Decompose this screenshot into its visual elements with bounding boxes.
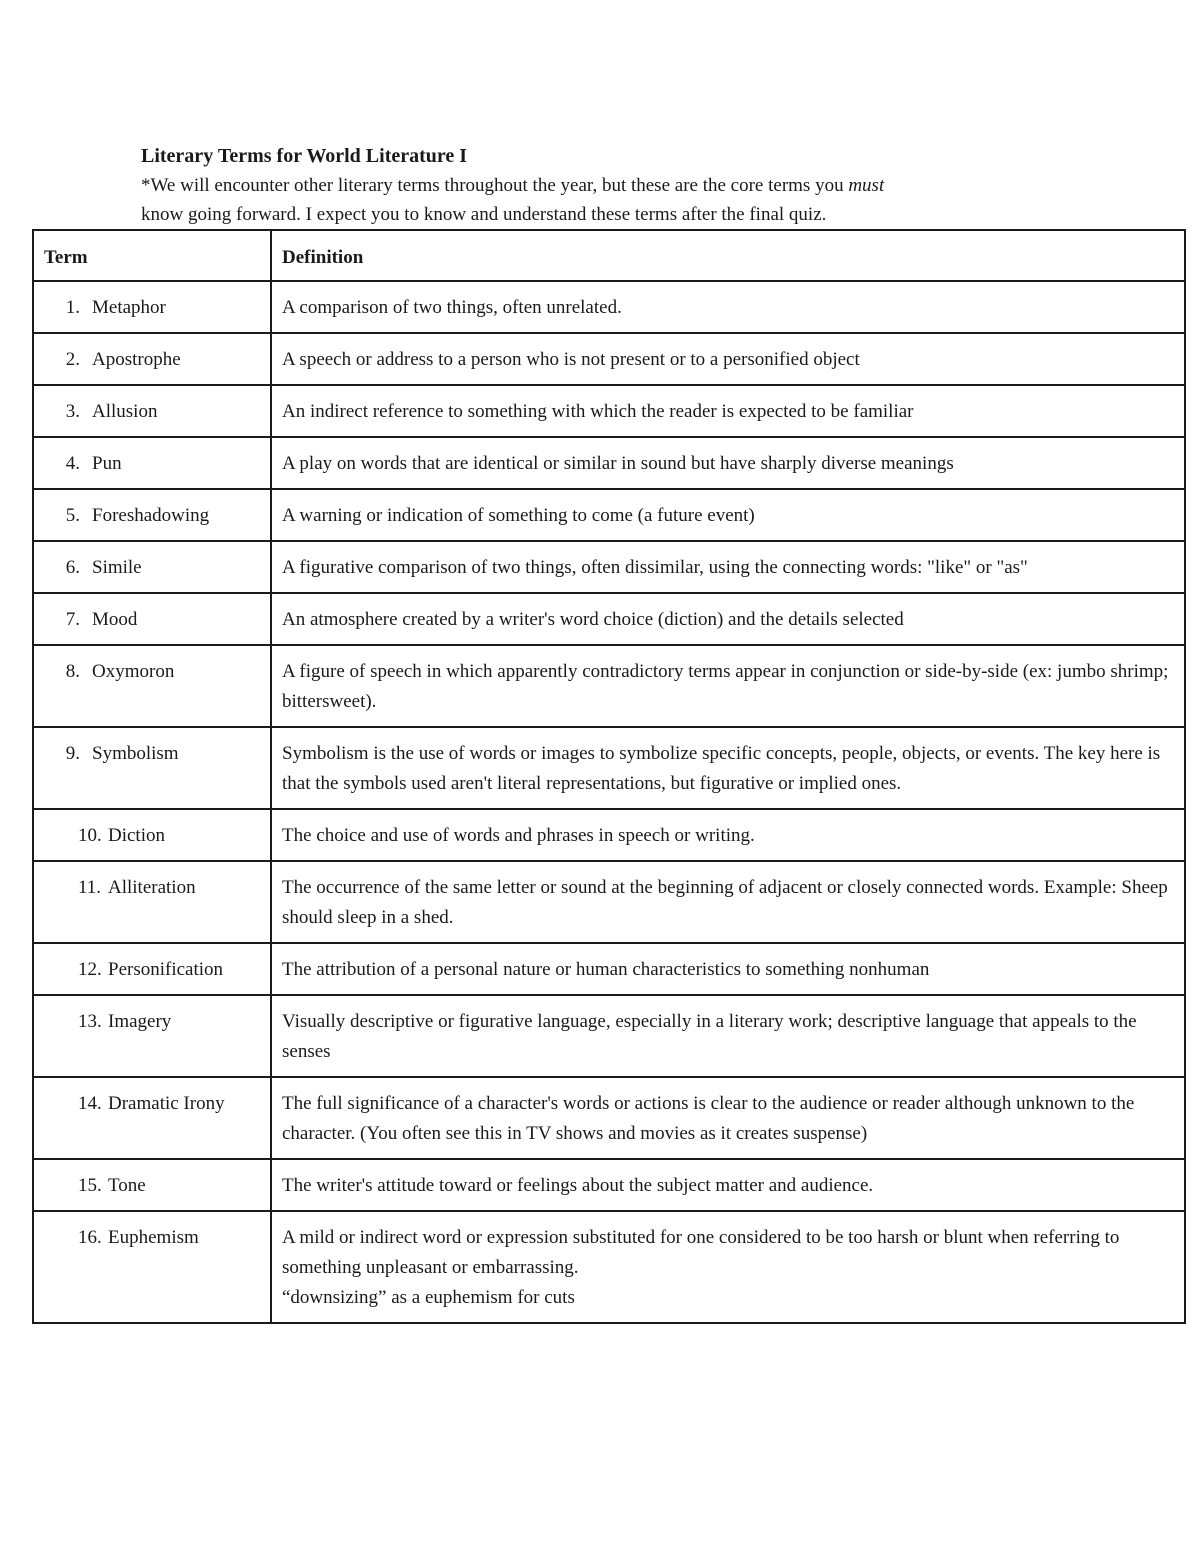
definition-text: A comparison of two things, often unrelated. <box>282 297 622 318</box>
table-row <box>33 281 1185 333</box>
term-number: 1. <box>65 297 80 318</box>
terms-table-body <box>33 281 1185 1323</box>
term-name: Metaphor <box>92 297 166 318</box>
definition-cell <box>271 1077 1185 1159</box>
definition-text: A figurative comparison of two things, often dissimilar, using the connecting words: "like" or "as" <box>282 557 1028 578</box>
term-number: 4. <box>65 453 80 474</box>
intro-text <box>141 171 1141 229</box>
definition-text: A figure of speech in which apparently contradictory terms appear in conjunction or side-by-side (ex: jumbo shrimp; bittersweet). <box>282 661 1169 712</box>
term-cell <box>33 541 271 593</box>
term-number: 10. <box>78 825 102 846</box>
definition-cell <box>271 385 1185 437</box>
table-row <box>33 333 1185 385</box>
term-cell <box>33 1077 271 1159</box>
table-row <box>33 861 1185 943</box>
table-row <box>33 489 1185 541</box>
definition-text: The occurrence of the same letter or sound at the beginning of adjacent or closely connected words. Example: Sheep should sleep in a shed. <box>282 877 1168 928</box>
definition-cell <box>271 995 1185 1077</box>
term-name: Imagery <box>108 1011 172 1032</box>
definition-cell <box>271 541 1185 593</box>
term-name: Simile <box>92 557 142 578</box>
definition-text: The attribution of a personal nature or human characteristics to something nonhuman <box>282 959 930 980</box>
definition-text: Symbolism is the use of words or images to symbolize specific concepts, people, objects, or events. The key here is that the symbols used aren't literal representations, but figurative or implied ones. <box>282 743 1161 794</box>
definition-text: The choice and use of words and phrases in speech or writing. <box>282 825 755 846</box>
definition-cell <box>271 809 1185 861</box>
table-row <box>33 1077 1185 1159</box>
term-cell <box>33 861 271 943</box>
table-row <box>33 809 1185 861</box>
table-row <box>33 995 1185 1077</box>
term-number: 6. <box>65 557 80 578</box>
intro-text-start: *We will encounter other literary terms throughout the year, but these are the core terms you <box>141 175 849 196</box>
column-header-term: Term <box>33 230 271 281</box>
term-number: 2. <box>65 349 80 370</box>
term-cell <box>33 727 271 809</box>
page-title: Literary Terms for World Literature I <box>141 145 468 167</box>
term-cell <box>33 333 271 385</box>
term-cell <box>33 1211 271 1323</box>
definition-cell <box>271 489 1185 541</box>
term-name: Pun <box>92 453 122 474</box>
terms-table <box>32 229 1186 1324</box>
term-cell <box>33 385 271 437</box>
term-cell <box>33 1159 271 1211</box>
table-row <box>33 437 1185 489</box>
definition-cell <box>271 1159 1185 1211</box>
term-name: Oxymoron <box>92 661 175 682</box>
term-name: Allusion <box>92 401 158 422</box>
term-name: Diction <box>108 825 165 846</box>
term-number: 12. <box>78 959 102 980</box>
table-row <box>33 385 1185 437</box>
term-number: 7. <box>65 609 80 630</box>
term-cell <box>33 809 271 861</box>
term-name: Mood <box>92 609 138 630</box>
term-number: 11. <box>78 877 102 898</box>
table-row <box>33 541 1185 593</box>
term-number: 9. <box>65 743 80 764</box>
term-cell <box>33 437 271 489</box>
table-row <box>33 645 1185 727</box>
table-header-row <box>33 230 1185 281</box>
term-cell <box>33 943 271 995</box>
term-cell <box>33 281 271 333</box>
table-row <box>33 727 1185 809</box>
definition-text: An indirect reference to something with which the reader is expected to be familiar <box>282 401 914 422</box>
definition-cell <box>271 943 1185 995</box>
term-name: Dramatic Irony <box>108 1093 225 1114</box>
table-row <box>33 1211 1185 1323</box>
definition-cell <box>271 645 1185 727</box>
definition-cell <box>271 727 1185 809</box>
column-header-definition: Definition <box>271 230 1185 281</box>
definition-cell <box>271 281 1185 333</box>
term-cell <box>33 489 271 541</box>
definition-cell <box>271 593 1185 645</box>
definition-cell <box>271 333 1185 385</box>
intro-emphasis: must <box>848 175 885 196</box>
definition-text: A speech or address to a person who is not present or to a personified object <box>282 349 860 370</box>
term-name: Symbolism <box>92 743 179 764</box>
term-number: 15. <box>78 1175 102 1196</box>
table-row <box>33 593 1185 645</box>
term-name: Alliteration <box>108 877 196 898</box>
definition-text: The writer's attitude toward or feelings about the subject matter and audience. <box>282 1175 874 1196</box>
intro-text-line2: know going forward. I expect you to know and understand these terms after the final quiz. <box>141 204 827 225</box>
definition-text: A mild or indirect word or expression substituted for one considered to be too harsh or blunt when referring to something unpleasant or embarrassing. <box>282 1227 1120 1278</box>
term-name: Apostrophe <box>92 349 181 370</box>
term-number: 13. <box>78 1011 102 1032</box>
term-number: 3. <box>65 401 80 422</box>
term-cell <box>33 593 271 645</box>
definition-text: An atmosphere created by a writer's word choice (diction) and the details selected <box>282 609 904 630</box>
term-name: Foreshadowing <box>92 505 210 526</box>
definition-text: The full significance of a character's words or actions is clear to the audience or reader although unknown to the character. (You often see this in TV shows and movies as it creates suspense) <box>282 1093 1135 1144</box>
term-name: Tone <box>108 1175 146 1196</box>
table-row <box>33 1159 1185 1211</box>
term-name: Personification <box>108 959 224 980</box>
definition-cell <box>271 1211 1185 1323</box>
term-cell <box>33 645 271 727</box>
table-row <box>33 943 1185 995</box>
term-number: 14. <box>78 1093 102 1114</box>
term-cell <box>33 995 271 1077</box>
definition-cell <box>271 437 1185 489</box>
definition-text: Visually descriptive or figurative language, especially in a literary work; descriptive language that appeals to the senses <box>282 1011 1137 1062</box>
definition-text: A play on words that are identical or similar in sound but have sharply diverse meanings <box>282 453 954 474</box>
term-number: 5. <box>65 505 80 526</box>
definition-cell <box>271 861 1185 943</box>
definition-example: “downsizing” as a euphemism for cuts <box>282 1287 575 1308</box>
definition-text: A warning or indication of something to come (a future event) <box>282 505 755 526</box>
term-number: 16. <box>78 1227 102 1248</box>
document-heading <box>141 141 1141 229</box>
term-name: Euphemism <box>108 1227 199 1248</box>
term-number: 8. <box>65 661 80 682</box>
